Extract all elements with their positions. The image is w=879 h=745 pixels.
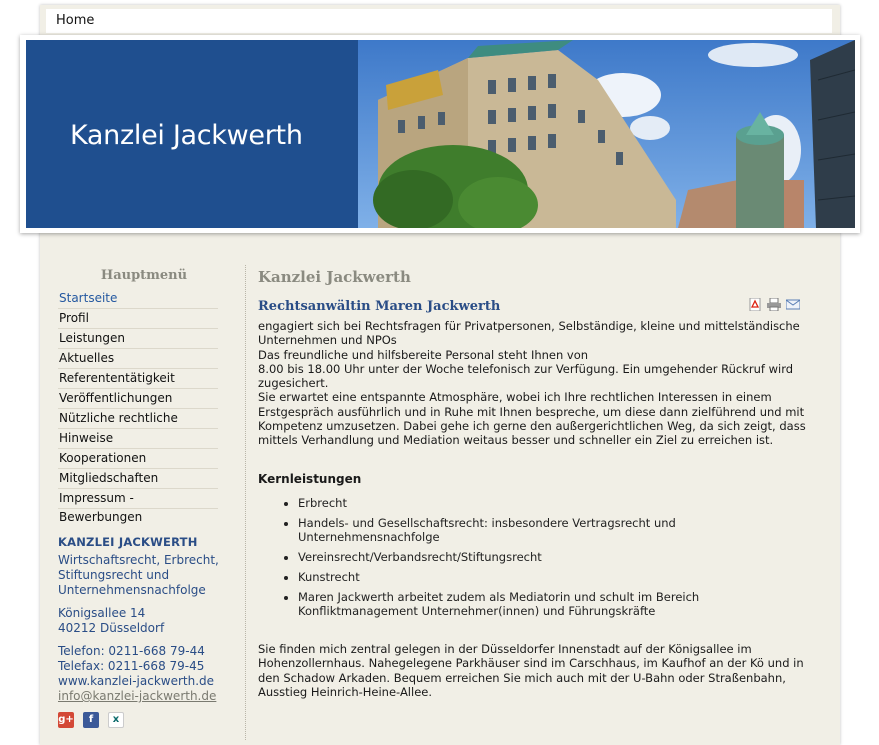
menu-item-aktuelles[interactable]: Aktuelles — [58, 349, 218, 369]
practice-area-line: Stiftungsrecht und — [58, 568, 170, 582]
practice-area-line: Unternehmensnachfolge — [58, 583, 206, 597]
menu-item-leistungen[interactable]: Leistungen — [58, 329, 218, 349]
intro-paragraph: Das freundliche und hilfsbereite Personal steht Ihnen von — [258, 347, 589, 362]
main-content — [258, 268, 818, 700]
phone-number: Telefon: 0211-668 79-44 — [58, 644, 205, 658]
services-heading: Kernleistungen — [258, 471, 362, 486]
building-photo-image — [358, 40, 855, 228]
sidebar — [58, 268, 218, 728]
top-navigation — [46, 9, 832, 33]
google-plus-icon[interactable]: g+ — [58, 712, 74, 728]
document-actions — [748, 298, 800, 311]
website-link[interactable]: www.kanzlei-jackwerth.de — [58, 674, 215, 688]
list-item: • Maren Jackwerth arbeitet zudem als Mediatorin und schult im Bereich Konfliktmanagement Unternehmer(innen) und Führungskräfte — [298, 590, 818, 618]
social-links — [58, 712, 218, 728]
firm-contact — [58, 553, 218, 704]
menu-item-impressum[interactable]: Impressum - Bewerbungen — [58, 489, 218, 509]
header-banner — [20, 35, 860, 233]
intro-paragraph: 8.00 bis 18.00 Uhr unter der Woche telefonisch zur Verfügung. Ein umgehender Rückruf wird zugesichert. — [258, 361, 794, 391]
page-title: Kanzlei Jackwerth — [258, 268, 411, 286]
email-link[interactable]: info@kanzlei-jackwerth.de — [58, 689, 217, 703]
firm-name: KANZLEI JACKWERTH — [58, 535, 198, 549]
banner-logo-panel — [26, 40, 358, 228]
menu-item-nuetzliche-rechtliche[interactable]: Nützliche rechtliche — [58, 409, 218, 429]
address-city: 40212 Düsseldorf — [58, 621, 165, 635]
intro-text — [258, 319, 818, 448]
menu-item-profil[interactable]: Profil — [58, 309, 218, 329]
nav-home-link[interactable]: Home — [56, 13, 95, 28]
intro-paragraph: Sie erwartet eine entspannte Atmosphäre, wobei ich Ihre rechtlichen Interessen in einem Erstgespräch ausführlich und in Ruhe mit Ihnen bespreche, um diese dann zielführend und mit Kompetenz umzusetzen. Dabei gehe ich gerne den außergerichtlichen Weg, da sich zeigt, dass mittels Verhandlung und Mediation weitaus besser und schneller ein Ziel zu erreichen ist. — [258, 390, 806, 448]
sidebar-heading: Hauptmenü — [100, 268, 188, 283]
services-list — [258, 496, 818, 618]
intro-paragraph: engagiert sich bei Rechtsfragen für Privatpersonen, Selbständige, kleine und mittelständische Unternehmen und NPOs — [258, 319, 800, 348]
menu-item-startseite[interactable]: Startseite — [58, 289, 218, 309]
main-menu — [58, 289, 218, 524]
banner-building-photo — [358, 40, 855, 228]
list-item: • Vereinsrecht/Verbandsrecht/Stiftungsrecht — [298, 550, 818, 564]
list-item: • Handels- und Gesellschaftsrecht: insbesondere Vertragsrecht und Unternehmensnachfolge — [298, 516, 818, 544]
location-text: Sie finden mich zentral gelegen in der Düsseldorfer Innenstadt auf der Königsallee im Hohenzollernhaus. Nahegelegene Parkhäuser sind im Carschhaus, im Kaufhof an der Kö und in den Schadow Arkaden. Bequem erreichen Sie mich auch mit der U-Bahn oder Straßenbahn, Ausstieg Heinrich-Heine-Allee. — [258, 641, 804, 700]
practice-area-line: Wirtschaftsrecht, Erbrecht, — [58, 553, 219, 567]
menu-item-hinweise[interactable]: Hinweise — [58, 429, 218, 449]
menu-item-kooperationen[interactable]: Kooperationen — [58, 449, 218, 469]
menu-item-mitgliedschaften[interactable]: Mitgliedschaften — [58, 469, 218, 489]
pdf-icon[interactable] — [748, 298, 762, 311]
content-subtitle: Rechtsanwältin Maren Jackwerth — [258, 299, 501, 314]
fax-number: Telefax: 0211-668 79-45 — [58, 659, 205, 673]
menu-item-referententaetigkeit[interactable]: Referententätigkeit — [58, 369, 218, 389]
print-icon[interactable] — [767, 298, 781, 311]
xing-icon[interactable]: x — [108, 712, 124, 728]
list-item: • Kunstrecht — [298, 570, 818, 584]
list-item: • Erbrecht — [298, 496, 818, 510]
site-logo: Kanzlei Jackwerth — [70, 120, 303, 151]
menu-item-veroeffentlichungen[interactable]: Veröffentlichungen — [58, 389, 218, 409]
email-icon[interactable] — [786, 298, 800, 311]
facebook-icon[interactable]: f — [83, 712, 99, 728]
address-street: Königsallee 14 — [58, 606, 146, 620]
column-divider — [245, 265, 246, 740]
